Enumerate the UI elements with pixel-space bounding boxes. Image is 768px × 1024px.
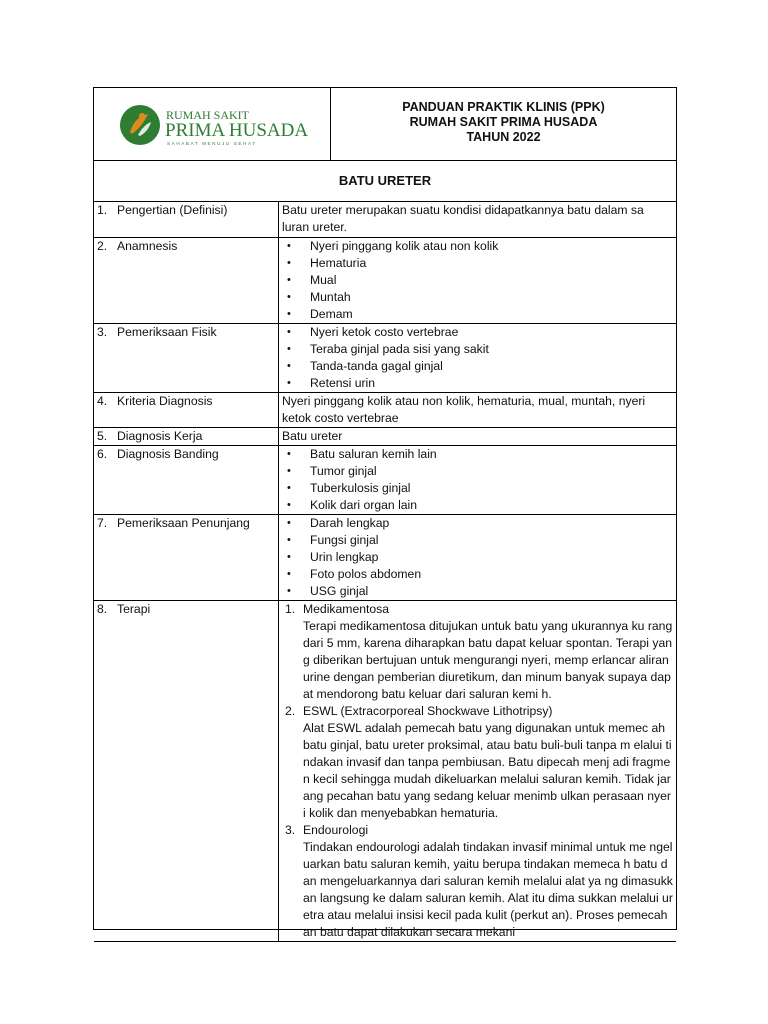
table-row — [94, 323, 676, 392]
ppk-line1: PANDUAN PRAKTIK KLINIS (PPK) — [402, 100, 605, 114]
therapy-text: Tindakan endourologi adalah tindakan invasif minimal untuk me ngeluarkan batu saluran kemih, yaitu berupa tindakan memeca h batu dan mengeluarkannya dari saluran kemih melalui alat ya ng dimasukkan langsung ke dalam saluran kemih. Alat itu dima sukkan melalui uretra atau melalui insisi kecil pada kulit (perkut an). Proses pemecahan batu dapat dilakukan secara mekani — [303, 839, 673, 939]
row-content-cell — [279, 514, 677, 600]
therapy-item — [282, 601, 673, 703]
row-label: Pemeriksaan Fisik — [117, 324, 217, 339]
row-number: 3. — [97, 324, 108, 339]
ppk-line2: RUMAH SAKIT PRIMA HUSADA — [409, 115, 598, 129]
list-item: • Teraba ginjal pada sisi yang sakit — [282, 341, 673, 358]
therapy-text: Alat ESWL adalah pemecah batu yang digunakan untuk memec ah batu ginjal, batu ureter proksimal, atau batu buli-buli tanpa m elalui tindakan invasif dan tanpa pembiusan. Batu dipecah menj adi fragmen kecil sehingga mudah dikeluarkan melalui saluran kemih. Tidak jarang pecahan batu yang sedang keluar menimb ulkan perasaan nyeri kolik dan menyebabkan hematuria. — [303, 720, 672, 820]
row-content-cell — [279, 323, 677, 392]
row-content-cell — [279, 427, 677, 445]
list-item: • Darah lengkap — [282, 515, 673, 532]
list-item: • USG ginjal — [282, 583, 673, 600]
list-item: • Nyeri pinggang kolik atau non kolik — [282, 238, 673, 255]
row-number: 5. — [97, 428, 108, 443]
table-row — [94, 237, 676, 323]
row-text: Batu ureter — [282, 428, 343, 443]
therapy-number: 1. — [285, 601, 296, 616]
row-text: Batu ureter merupakan suatu kondisi didapatkannya batu dalam sa luran ureter. — [282, 203, 644, 234]
row-label: Terapi — [117, 601, 151, 616]
list-item: • Nyeri ketok costo vertebrae — [282, 324, 673, 341]
list-item: • Fungsi ginjal — [282, 532, 673, 549]
table-row — [94, 427, 676, 445]
therapy-item — [282, 822, 673, 941]
row-label-cell — [94, 392, 279, 427]
list-item: • Hematuria — [282, 255, 673, 272]
list-item: • Batu saluran kemih lain — [282, 446, 673, 463]
row-number: 6. — [97, 446, 108, 461]
row-content-cell — [279, 237, 677, 323]
ppk-line3: TAHUN 2022 — [466, 130, 541, 144]
logo-tagline: SAHABAT MENUJU SEHAT — [167, 141, 257, 146]
list-item: • Tumor ginjal — [282, 463, 673, 480]
list-item: • Foto polos abdomen — [282, 566, 673, 583]
row-label: Pemeriksaan Penunjang — [117, 515, 250, 530]
list-item: • Muntah — [282, 289, 673, 306]
row-label-cell — [94, 323, 279, 392]
table-row — [94, 600, 676, 941]
row-content-cell — [279, 600, 677, 941]
therapy-title: Endourologi — [303, 822, 369, 837]
hospital-logo — [118, 102, 318, 148]
row-text: Nyeri pinggang kolik atau non kolik, hematuria, mual, muntah, nyeri ketok costo vertebrae — [282, 393, 646, 425]
row-label: Anamnesis — [117, 238, 178, 253]
row-label: Diagnosis Kerja — [117, 428, 203, 443]
table-row — [94, 445, 676, 514]
row-label-cell — [94, 427, 279, 445]
document-frame — [93, 87, 677, 939]
row-label-cell — [94, 202, 279, 237]
bullet-list — [282, 446, 673, 514]
row-label-cell — [94, 445, 279, 514]
bullet-list — [282, 238, 673, 323]
bullet-list — [282, 515, 673, 600]
row-number: 7. — [97, 515, 108, 530]
document-header — [94, 88, 676, 161]
row-label: Diagnosis Banding — [117, 446, 219, 461]
ppk-table — [94, 202, 676, 942]
document-title: BATU URETER — [94, 161, 676, 202]
therapy-number: 2. — [285, 703, 296, 718]
list-item: • Retensi urin — [282, 375, 673, 392]
therapy-title: ESWL (Extracorporeal Shockwave Lithotripsy) — [303, 703, 553, 718]
row-content-cell — [279, 445, 677, 514]
row-label: Kriteria Diagnosis — [117, 393, 213, 408]
row-number: 4. — [97, 393, 108, 408]
row-label-cell — [94, 237, 279, 323]
therapy-title: Medikamentosa — [303, 601, 390, 616]
bullet-list — [282, 324, 673, 392]
logo-line1: RUMAH SAKIT — [166, 108, 250, 122]
list-item: • Urin lengkap — [282, 549, 673, 566]
row-label-cell — [94, 600, 279, 941]
table-row — [94, 514, 676, 600]
logo-line2: PRIMA HUSADA — [165, 120, 309, 141]
therapy-list — [282, 601, 673, 941]
row-number: 2. — [97, 238, 108, 253]
list-item: • Mual — [282, 272, 673, 289]
table-row — [94, 202, 676, 237]
row-number: 1. — [97, 203, 108, 217]
list-item: • Kolik dari organ lain — [282, 497, 673, 514]
row-label-cell — [94, 514, 279, 600]
list-item: • Demam — [282, 306, 673, 323]
therapy-item — [282, 703, 673, 822]
table-row — [94, 392, 676, 427]
row-content-cell — [279, 392, 677, 427]
ppk-heading — [331, 100, 676, 145]
list-item: • Tanda-tanda gagal ginjal — [282, 358, 673, 375]
row-label: Pengertian (Definisi) — [117, 203, 228, 217]
row-number: 8. — [97, 601, 108, 616]
therapy-number: 3. — [285, 822, 296, 837]
list-item: • Tuberkulosis ginjal — [282, 480, 673, 497]
row-content-cell — [279, 202, 677, 237]
therapy-text: Terapi medikamentosa ditujukan untuk batu yang ukurannya ku rang dari 5 mm, karena diharapkan batu dapat keluar spontan. Terapi yang diberikan bertujuan untuk mengurangi nyeri, memp erlancar aliran urine dengan pemberian diuretikum, dan minum banyak supaya dapat mendorong batu keluar dari saluran kemi h. — [303, 618, 673, 701]
